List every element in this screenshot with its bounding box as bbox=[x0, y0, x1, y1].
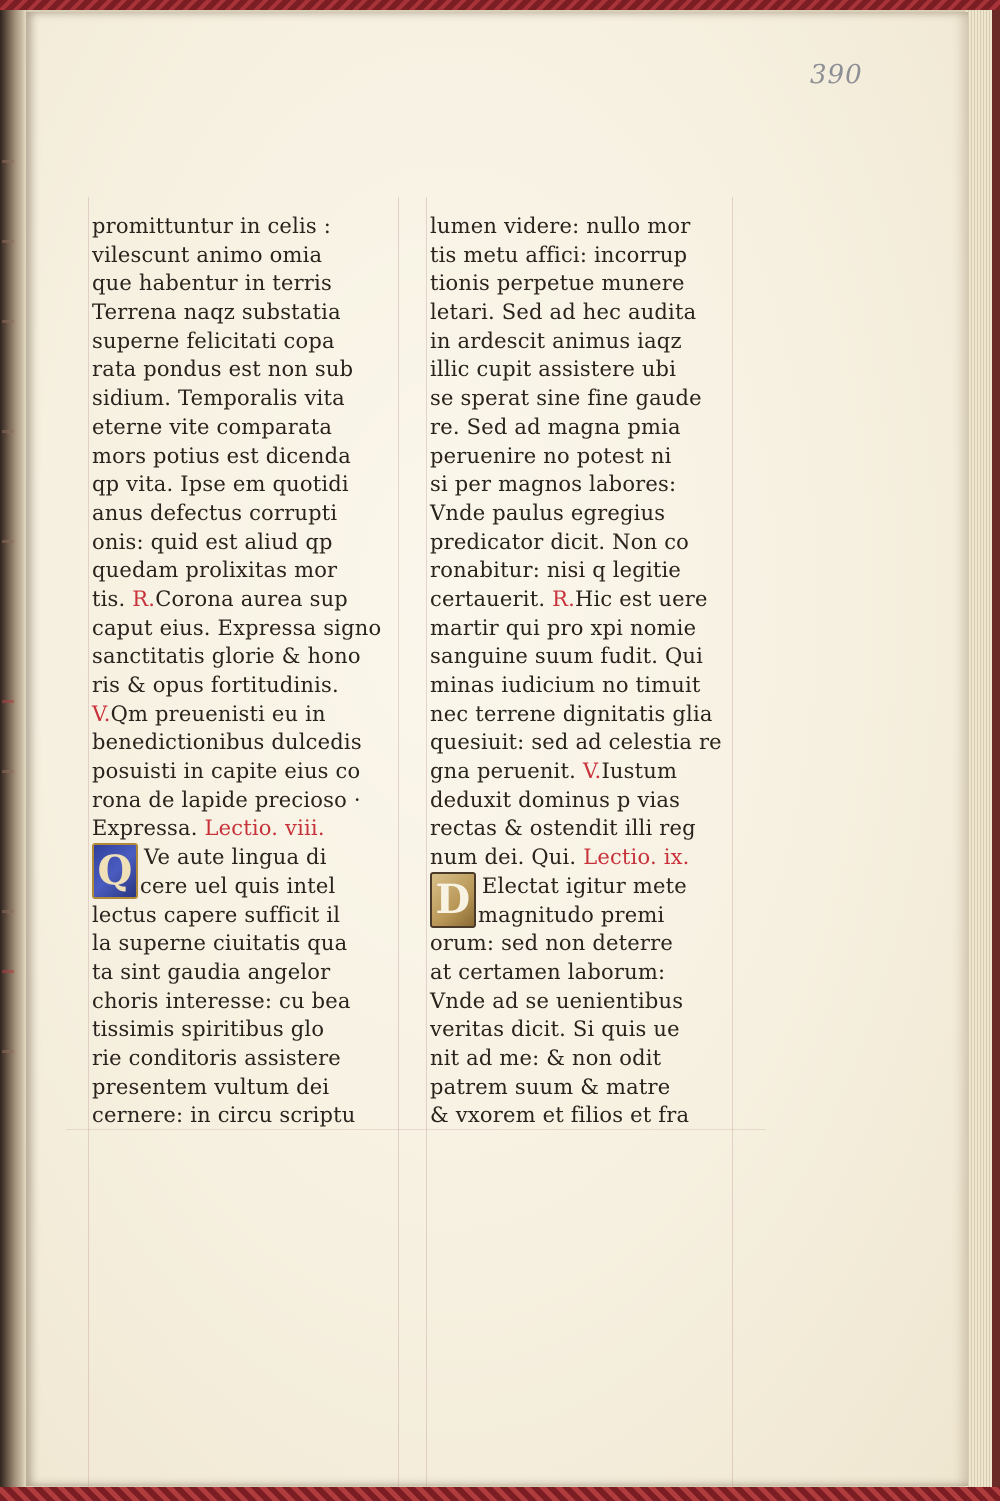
text-span: Expressa. bbox=[92, 816, 205, 841]
text-span: Electat igitur mete bbox=[482, 873, 687, 898]
text-line bbox=[430, 614, 748, 643]
text-line bbox=[92, 327, 392, 356]
text-span: ronabitur: nisi q legitie bbox=[430, 558, 682, 583]
text-line bbox=[92, 1101, 392, 1130]
text-span: cernere: in circu scriptu bbox=[92, 1103, 356, 1128]
text-line bbox=[430, 929, 748, 958]
text-line bbox=[92, 212, 392, 241]
text-span: posuisti in capite eius co bbox=[92, 759, 361, 784]
binding-top-edge bbox=[0, 0, 1000, 10]
text-line bbox=[92, 298, 392, 327]
text-line bbox=[430, 642, 748, 671]
text-span: letari. Sed ad hec audita bbox=[430, 300, 697, 325]
text-span: num dei. Qui. bbox=[430, 845, 584, 870]
text-line bbox=[430, 958, 748, 987]
text-line bbox=[92, 757, 392, 786]
text-line bbox=[430, 671, 748, 700]
text-line bbox=[92, 241, 392, 270]
text-line bbox=[92, 585, 392, 614]
text-line bbox=[430, 728, 748, 757]
text-span: nit ad me: & non odit bbox=[430, 1045, 662, 1070]
text-span: tionis perpetue munere bbox=[430, 271, 685, 296]
text-span: martir qui pro xpi nomie bbox=[430, 615, 697, 640]
text-span: caput eius. Expressa signo bbox=[92, 615, 382, 640]
text-line bbox=[92, 929, 392, 958]
text-line bbox=[92, 556, 392, 585]
text-span: vilescunt animo omia bbox=[92, 242, 323, 267]
text-line bbox=[430, 269, 748, 298]
text-column-right bbox=[430, 212, 748, 1130]
text-span: nec terrene dignitatis glia bbox=[430, 701, 713, 726]
text-span: Terrena naqz substatia bbox=[92, 300, 341, 325]
text-span: sanctitatis glorie & hono bbox=[92, 644, 361, 669]
text-span: promittuntur in celis : bbox=[92, 214, 332, 238]
text-line bbox=[92, 642, 392, 671]
text-span: ris & opus fortitudinis. bbox=[92, 673, 339, 697]
text-span: rectas & ostendit illi reg bbox=[430, 816, 696, 841]
text-span: patrem suum & matre bbox=[430, 1074, 671, 1099]
rubric: Lectio. ix. bbox=[583, 845, 690, 870]
text-span: lumen videre: nullo mor bbox=[430, 214, 691, 238]
text-line bbox=[92, 470, 392, 499]
text-span: mors potius est dicenda bbox=[92, 443, 352, 468]
text-span: certauerit. bbox=[430, 586, 553, 611]
text-line bbox=[92, 987, 392, 1016]
text-span: deduxit dominus p vias bbox=[430, 787, 681, 812]
text-span: & vxorem et filios et fra bbox=[430, 1103, 690, 1128]
text-span: la superne ciuitatis qua bbox=[92, 931, 348, 956]
text-line bbox=[430, 1073, 748, 1102]
text-line bbox=[430, 901, 748, 930]
text-span: Qm preuenisti eu in bbox=[110, 701, 326, 726]
text-span: sidium. Temporalis vita bbox=[92, 386, 345, 411]
ruling-line bbox=[88, 197, 89, 1487]
text-span: quedam prolixitas mor bbox=[92, 558, 338, 583]
text-line bbox=[92, 1073, 392, 1102]
text-span: Vnde paulus egregius bbox=[430, 500, 666, 525]
ruling-line bbox=[398, 197, 399, 1487]
fore-edge bbox=[966, 10, 1000, 1487]
text-column-left bbox=[92, 212, 392, 1130]
text-line bbox=[430, 700, 748, 729]
text-span: Vnde ad se uenientibus bbox=[430, 988, 684, 1013]
decorated-initial: D bbox=[430, 872, 476, 928]
text-line bbox=[92, 413, 392, 442]
text-line bbox=[92, 499, 392, 528]
text-line bbox=[430, 413, 748, 442]
binding-bottom-edge bbox=[0, 1487, 1000, 1501]
text-span: re. Sed ad magna pmia bbox=[430, 414, 681, 439]
text-line bbox=[430, 212, 748, 241]
text-line bbox=[430, 241, 748, 270]
text-span: Corona aurea sup bbox=[155, 586, 348, 611]
text-line bbox=[92, 671, 392, 700]
text-span: illic cupit assistere ubi bbox=[430, 357, 677, 382]
text-span: predicator dicit. Non co bbox=[430, 529, 689, 554]
text-line bbox=[92, 901, 392, 930]
text-line bbox=[430, 499, 748, 528]
text-span: Iustum bbox=[601, 759, 678, 784]
text-span: rie conditoris assistere bbox=[92, 1045, 341, 1070]
rubric: R. bbox=[552, 586, 575, 611]
text-line bbox=[92, 528, 392, 557]
text-line bbox=[430, 442, 748, 471]
text-span: Ve aute lingua di bbox=[144, 845, 327, 870]
text-line bbox=[92, 1015, 392, 1044]
text-line bbox=[430, 384, 748, 413]
text-line bbox=[430, 298, 748, 327]
text-line bbox=[430, 757, 748, 786]
text-line bbox=[92, 384, 392, 413]
decorated-initial: Q bbox=[92, 843, 138, 899]
text-span: peruenire no potest ni bbox=[430, 443, 672, 468]
text-span: que habentur in terris bbox=[92, 271, 332, 296]
text-span: tis. bbox=[92, 586, 133, 611]
text-span: rona de lapide precioso · bbox=[92, 787, 361, 812]
text-span: gna peruenit. bbox=[430, 759, 583, 784]
text-span: superne felicitati copa bbox=[92, 328, 335, 353]
text-line bbox=[430, 814, 748, 843]
text-span: in ardescit animus iaqz bbox=[430, 328, 682, 353]
text-line bbox=[92, 728, 392, 757]
text-span: orum: sed non deterre bbox=[430, 931, 674, 956]
text-span: sanguine suum fudit. Qui bbox=[430, 644, 704, 669]
text-line bbox=[430, 786, 748, 815]
text-line bbox=[430, 843, 748, 872]
text-line bbox=[430, 987, 748, 1016]
gutter-edge bbox=[0, 10, 26, 1487]
text-line bbox=[430, 1101, 748, 1130]
text-span: onis: quid est aliud qp bbox=[92, 529, 333, 554]
text-span: magnitudo premi bbox=[478, 902, 665, 927]
text-span: cere uel quis intel bbox=[140, 873, 336, 898]
text-span: presentem vultum dei bbox=[92, 1074, 330, 1099]
text-line bbox=[92, 786, 392, 815]
folio-number: 390 bbox=[810, 60, 863, 90]
text-span: si per magnos labores: bbox=[430, 472, 677, 497]
text-span: anus defectus corrupti bbox=[92, 500, 338, 525]
text-line bbox=[92, 355, 392, 384]
text-span: se sperat sine fine gaude bbox=[430, 386, 702, 411]
ruling-line bbox=[426, 197, 427, 1487]
text-line bbox=[430, 327, 748, 356]
text-line bbox=[92, 269, 392, 298]
text-span: choris interesse: cu bea bbox=[92, 988, 351, 1013]
text-line bbox=[430, 1044, 748, 1073]
text-line bbox=[92, 814, 392, 843]
text-line bbox=[430, 1015, 748, 1044]
text-line bbox=[430, 528, 748, 557]
rubric: R. bbox=[132, 586, 156, 611]
rubric: Lectio. viii. bbox=[204, 816, 325, 841]
text-span: benedictionibus dulcedis bbox=[92, 730, 362, 755]
text-span: rata pondus est non sub bbox=[92, 357, 354, 382]
rubric: V. bbox=[582, 759, 602, 784]
text-line bbox=[92, 614, 392, 643]
text-span: tissimis spiritibus glo bbox=[92, 1017, 325, 1042]
rubric: V. bbox=[92, 701, 111, 726]
text-span: ta sint gaudia angelor bbox=[92, 959, 331, 984]
text-span: veritas dicit. Si quis ue bbox=[430, 1017, 680, 1042]
text-span: lectus capere sufficit il bbox=[92, 902, 341, 927]
text-span: minas iudicium no timuit bbox=[430, 673, 701, 697]
text-line bbox=[430, 470, 748, 499]
manuscript-page bbox=[26, 12, 968, 1486]
text-span: eterne vite comparata bbox=[92, 414, 333, 439]
text-line bbox=[430, 556, 748, 585]
text-line bbox=[92, 1044, 392, 1073]
text-line bbox=[92, 700, 392, 729]
text-span: quesiuit: sed ad celestia re bbox=[430, 730, 722, 755]
text-span: at certamen laborum: bbox=[430, 959, 666, 984]
text-span: Hic est uere bbox=[574, 586, 708, 611]
text-span: qp vita. Ipse em quotidi bbox=[92, 472, 349, 497]
text-line bbox=[92, 958, 392, 987]
text-line bbox=[92, 442, 392, 471]
text-line bbox=[430, 585, 748, 614]
text-line bbox=[430, 355, 748, 384]
text-span: tis metu affici: incorrup bbox=[430, 242, 688, 267]
